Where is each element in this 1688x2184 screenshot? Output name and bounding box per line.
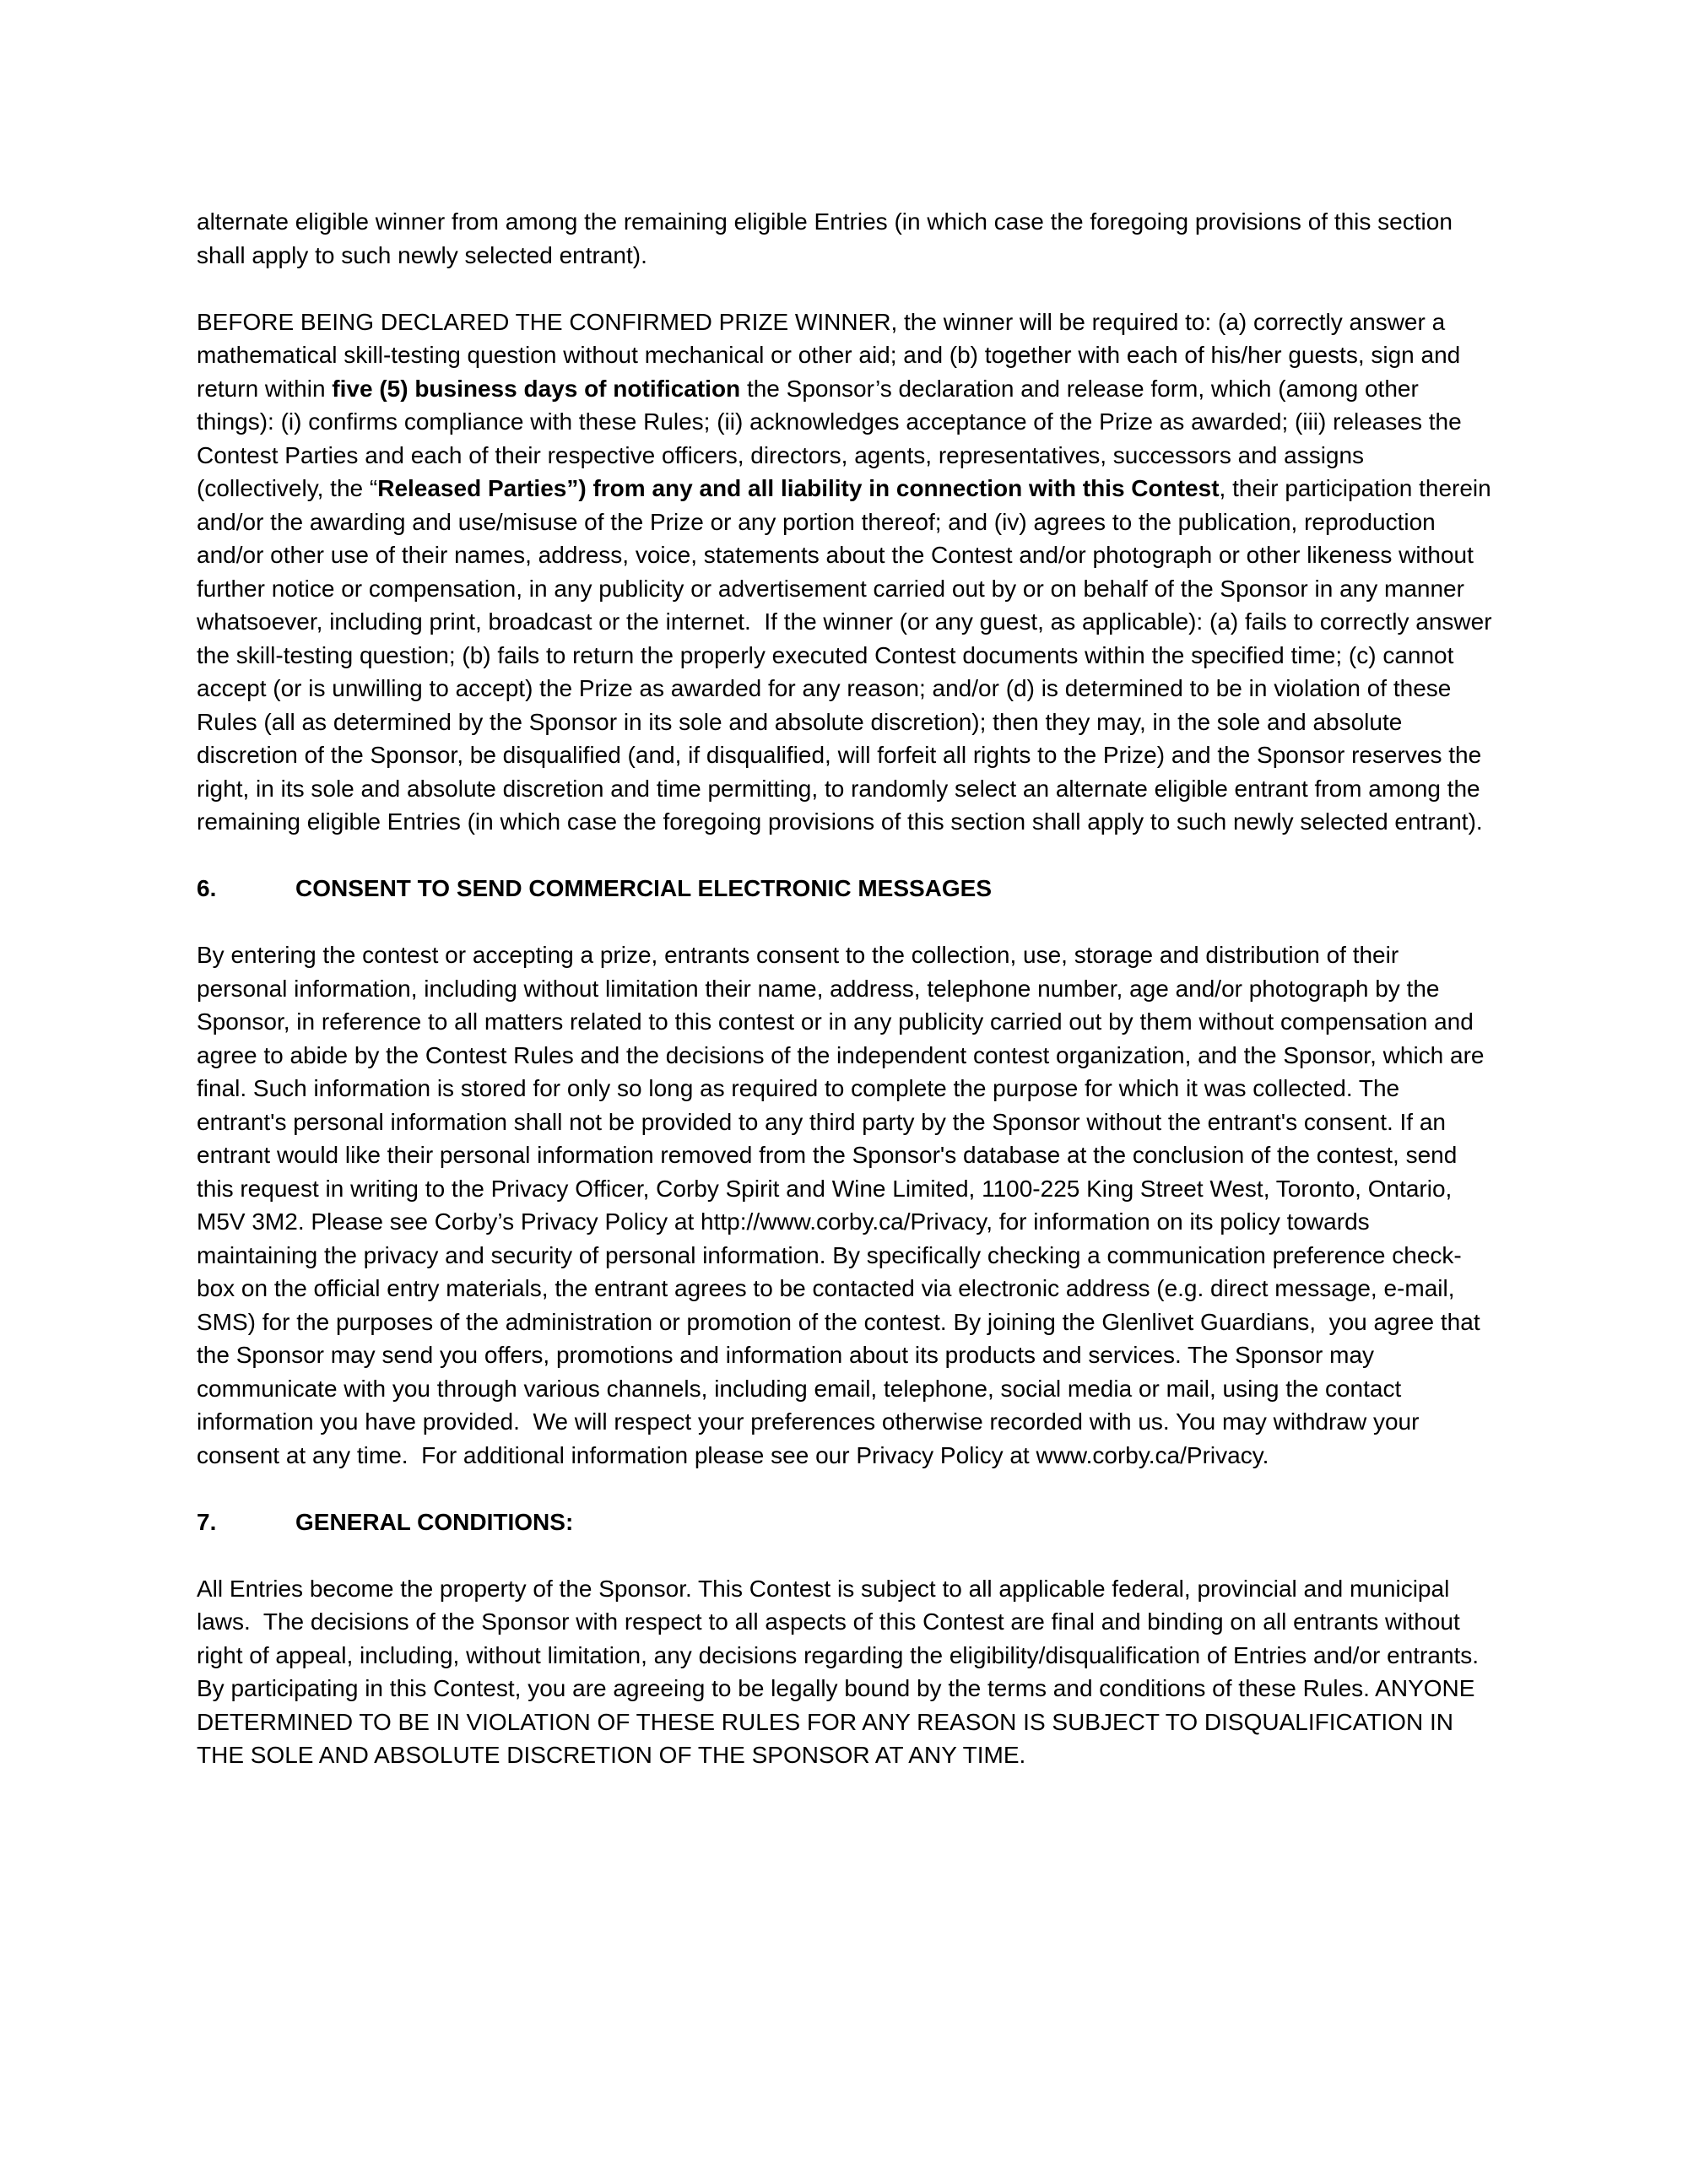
paragraph-general-conditions: All Entries become the property of the Sponsor. This Contest is subject to all applicable federal, provincial and municipal laws. The decisions of the Sponsor with respect to all aspects of this Contest are final and binding on all entrants without right of appeal, including, without limitation, any decisions regarding the eligibility/disqualification of Entries and/or entrants. By participating in this Contest, you are agreeing to be legally bound by the terms and conditions of these Rules. ANYONE DETERMINED TO BE IN VIOLATION OF THESE RULES FOR ANY REASON IS SUBJECT TO DISQUALIFICATION IN THE SOLE AND ABSOLUTE DISCRETION OF THE SPONSOR AT ANY TIME. [197,1575,1492,1768]
section-heading-consent [197,872,1493,905]
text-run: , their participation therein and/or the awarding and use/misuse of the Prize or any portion thereof; and (iv) agrees to the publication, reproduction and/or other use of their names, address, voice, statements about the Contest and/or photograph or other likeness without further notice or compensation, in any publicity or advertisement carried out by or on behalf of the Sponsor in any manner whatsoever, including print, broadcast or the internet. If the winner (or any guest, as applicable): (a) fails to correctly answer the skill-testing question; (b) fails to return the properly executed Contest documents within the specified time; (c) cannot accept (or is unwilling to accept) the Prize as awarded for any reason; and/or (d) is determined to be in violation of these Rules (all as determined by the Sponsor in its sole and absolute discretion); then they may, in the sole and absolute discretion of the Sponsor, be disqualified (and, if disqualified, will forfeit all rights to the Prize) and the Sponsor reserves the right, in its sole and absolute discretion and time permitting, to randomly select an alternate eligible entrant from among the remaining eligible Entries (in which case the foregoing provisions of this section shall apply to such newly selected entrant). [197,475,1499,835]
paragraph-confirmed-winner-requirements [197,305,1499,839]
section-title: GENERAL CONDITIONS: [295,1508,574,1535]
section-number: 7. [197,1508,217,1535]
text-run-bold-released-parties: Released Parties”) from any and all liability in connection with this Contest [377,475,1220,501]
paragraph-alternate-winner: alternate eligible winner from among the remaining eligible Entries (in which case the foregoing provisions of this section shall apply to such newly selected entrant). [197,208,1459,268]
section-title: CONSENT TO SEND COMMERCIAL ELECTRONIC MESSAGES [295,875,993,901]
paragraph-privacy-consent: By entering the contest or accepting a prize, entrants consent to the collection, use, storage and distribution of their personal information, including without limitation their name, address, telephone number, age and/or photograph by the Sponsor, in reference to all matters related to this contest or in any publicity carried out by them without compensation and agree to abide by the Contest Rules and the decisions of the independent contest organization, and the Sponsor, which are final. Such information is stored for only so long as required to complete the purpose for which it was collected. The entrant's personal information shall not be provided to any third party by the Sponsor without the entrant's consent. If an entrant would like their personal information removed from the Sponsor's database at the conclusion of the contest, send this request in writing to the Privacy Officer, Corby Spirit and Wine Limited, 1100-225 King Street West, Toronto, Ontario, M5V 3M2. Please see Corby’s Privacy Policy at http://www.corby.ca/Privacy, for information on its policy towards maintaining the privacy and security of personal information. By specifically checking a communication preference check-box on the official entry materials, the entrant agrees to be contacted via electronic address (e.g. direct message, e-mail, SMS) for the purposes of the administration or promotion of the contest. By joining the Glenlivet Guardians, you agree that the Sponsor may send you offers, promotions and information about its products and services. The Sponsor may communicate with you through various channels, including email, telephone, social media or mail, using the contact information you have provided. We will respect your preferences otherwise recorded with us. You may withdraw your consent at any time. For additional information please see our Privacy Policy at www.corby.ca/Privacy. [197,942,1491,1468]
section-number: 6. [197,875,217,901]
text-run: BEFORE BEING DECLARED THE CONFIRMED PRIZE WINNER, the winner will be required to: (a) correctly answer a mathematical skill-testing question without mechanical or other aid; and (b) together with each of his/her guests, sign and return within [197,308,1468,402]
text-run-bold-business-days: five (5) business days of notification [332,375,741,402]
section-heading-general-conditions [197,1506,1493,1539]
text-run: the Sponsor’s declaration and release form, which (among other things): (i) confirms compliance with these Rules; (ii) acknowledges acceptance of the Prize as awarded; (iii) releases the Contest Parties and each of their respective officers, directors, agents, representatives, successors and assigns (collectively, the “ [197,375,1469,501]
